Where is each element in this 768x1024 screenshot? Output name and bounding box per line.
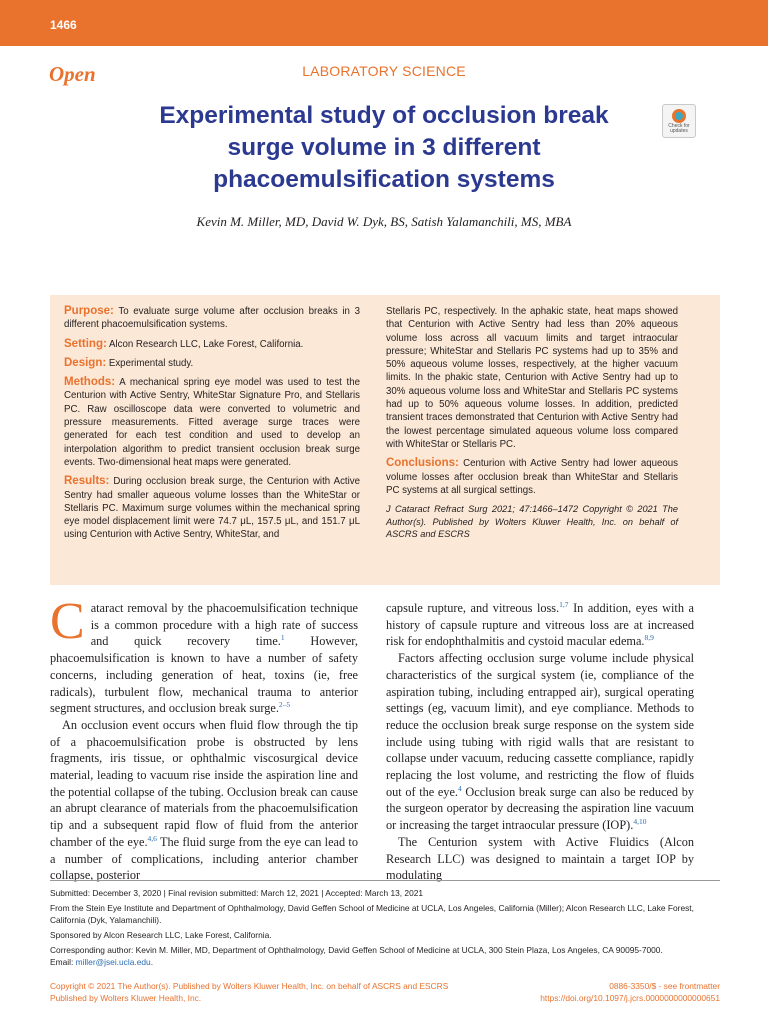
design-text: Experimental study. bbox=[108, 357, 194, 369]
abstract-design bbox=[64, 357, 360, 370]
issn-line: 0886-3350/$ - see frontmatter bbox=[609, 981, 720, 991]
submission-dates: Submitted: December 3, 2020 | Final revision submitted: March 12, 2021 | Accepted: March 13, 2021 bbox=[50, 888, 424, 898]
corresponding-text: Corresponding author: Kevin M. Miller, MD, Department of Ophthalmology, David Geffen School of Medicine at UCLA, 300 Stein Plaza, Los Angeles, CA 90095-7000. bbox=[50, 945, 663, 955]
abstract-conclusions bbox=[386, 457, 678, 497]
abstract-methods bbox=[64, 376, 360, 469]
open-access-logo: Open bbox=[49, 62, 96, 86]
abstract-setting bbox=[64, 338, 360, 351]
badge-text-1: Check for bbox=[668, 123, 690, 129]
reference-link[interactable]: 4,10 bbox=[633, 817, 647, 827]
affiliations: From the Stein Eye Institute and Department of Ophthalmology, David Geffen School of Medicine at UCLA, Los Angeles, California (Miller); Alcon Research LLC, Lake Forest, California (Dyk, Yalamanchili). bbox=[50, 903, 694, 925]
reference-link[interactable]: 1 bbox=[280, 633, 285, 643]
abstract-left-column bbox=[64, 305, 360, 548]
publisher-line: Published by Wolters Kluwer Health, Inc. bbox=[50, 993, 202, 1003]
title-line-2: surge volume in 3 different bbox=[227, 134, 541, 161]
sponsorship: Sponsored by Alcon Research LLC, Lake Forest, California. bbox=[50, 930, 272, 940]
abstract-box bbox=[50, 295, 720, 585]
methods-text: A mechanical spring eye model was used to test the Centurion with Active Sentry, WhiteStar Signature Pro, and Stellaris PC. Raw oscilloscope data were converted to volumetric and pressure measurements. Fitted average surge traces were generated for each test condition and used to develop an interpolation algorithm to predict transient occlusion break surge events. Two-dimensional heat maps were generated. bbox=[64, 377, 360, 468]
footer-right bbox=[460, 980, 720, 1004]
abstract-right-column bbox=[386, 305, 678, 541]
check-for-updates-badge[interactable] bbox=[662, 104, 696, 138]
journal-citation: J Cataract Refract Surg 2021; 47:1466–1472 Copyright © 2021 The Author(s). Published by Wolters Kluwer Health, Inc. on behalf of ASCRS and ESCRS bbox=[386, 504, 678, 540]
abstract-purpose bbox=[64, 305, 360, 332]
reference-link[interactable]: 1,7 bbox=[559, 599, 569, 609]
author-list: Kevin M. Miller, MD, David W. Dyk, BS, Satish Yalamanchili, MS, MBA bbox=[196, 214, 572, 229]
results-heading: Results: bbox=[64, 475, 110, 488]
methods-heading: Methods: bbox=[64, 376, 116, 389]
article-title bbox=[84, 100, 684, 196]
reference-link[interactable]: 4,6 bbox=[147, 833, 157, 843]
body-text: Occlusion break surge can also be reduced by the surgeon operator by decreasing the aspiration line vacuum or increasing the target intraocular pressure (IOP). bbox=[386, 784, 695, 833]
design-heading: Design: bbox=[64, 356, 107, 369]
reference-link[interactable]: 2–5 bbox=[278, 700, 291, 710]
footnotes bbox=[50, 880, 720, 971]
body-paragraph bbox=[50, 717, 358, 884]
body-paragraph bbox=[386, 650, 694, 834]
body-text: capsule rupture, and vitreous loss. bbox=[386, 601, 560, 615]
title-line-3: phacoemulsification systems bbox=[213, 166, 555, 193]
setting-heading: Setting: bbox=[64, 337, 107, 350]
body-text: In addition, eyes with a history of capsule rupture and vitreous loss are at increased risk for endophthalmitis and cystoid macular edema. bbox=[386, 601, 694, 649]
body-right-column bbox=[386, 600, 694, 884]
drop-cap: C bbox=[50, 593, 85, 650]
conclusions-text: Centurion with Active Sentry had lower aqueous volume losses after occlusion break than WhiteStar and Stellaris PC systems at all surgical settings. bbox=[386, 458, 678, 496]
reference-link[interactable]: 4 bbox=[458, 783, 462, 793]
purpose-text: To evaluate surge volume after occlusion breaks in 3 different phacoemulsification systems. bbox=[64, 306, 360, 331]
copyright-line: Copyright © 2021 The Author(s). Published by Wolters Kluwer Health, Inc. on behalf of ASCRS and ESCRS bbox=[50, 981, 449, 991]
body-text: Factors affecting occlusion surge volume include physical characteristics of the surgical system (ie, compliance of the aspiration tubing, including entrapped air), surgical operating settings (eg, vacuum limit), and eye compliance. Methods to reduce the occlusion break surge response on the system side include using tubing with rigid walls that are resistant to collapse under vacuum, reducing cassette compliance, rapidly replacing the lost volume, and restricting the flow of fluids out of the eye. bbox=[386, 651, 694, 799]
badge-text-2: updates bbox=[670, 128, 688, 134]
purpose-heading: Purpose: bbox=[64, 305, 114, 317]
body-paragraph bbox=[386, 600, 694, 650]
body-paragraph bbox=[50, 593, 358, 717]
check-updates-icon bbox=[672, 109, 686, 123]
title-line-1: Experimental study of occlusion break bbox=[159, 102, 609, 129]
body-text: An occlusion event occurs when fluid flow through the tip of a phacoemulsification probe is obstructed by lens fragments, iris tissue, or ophthalmic viscosurgical device material, leading to vacuum rise inside the aspiration line and the potential collapse of the tubing. Occlusion break can cause an abrupt clearance of materials from the phacoemulsification tip and a subsequent rapid flow of fluid from the anterior chamber of the eye. bbox=[50, 717, 358, 849]
section-label: LABORATORY SCIENCE bbox=[302, 63, 466, 79]
body-text: ataract removal by the phacoemulsification technique is a common procedure with a high rate of success and quick recovery time. bbox=[90, 601, 358, 649]
reference-link[interactable]: 8,9 bbox=[644, 633, 654, 643]
page-number: 1466 bbox=[50, 18, 77, 32]
conclusions-heading: Conclusions: bbox=[386, 457, 459, 470]
corresponding-author bbox=[50, 944, 720, 968]
results-text: During occlusion break surge, the Centurion with Active Sentry had smaller aqueous volume losses than the WhiteStar or Stellaris PC. Maximum surge volumes within the mechanical spring eye model displacement limit were 74.7 μL, 157.5 μL, and 151.7 μL using Centurion with Active Sentry, WhiteStar, and bbox=[64, 476, 360, 541]
doi-link[interactable]: https://doi.org/10.1097/j.jcrs.0000000000000651 bbox=[540, 993, 720, 1003]
body-text: The fluid surge from the eye can lead to a number of complications, including anterior chamber collapse, posterior bbox=[50, 834, 358, 883]
author-email-link[interactable]: miller@jsei.ucla.edu bbox=[75, 957, 151, 967]
setting-text: Alcon Research LLC, Lake Forest, California. bbox=[108, 338, 304, 350]
footer-left bbox=[50, 980, 510, 1004]
results-continued: Stellaris PC, respectively. In the aphakic state, heat maps showed that Centurion with Active Sentry had less than 20% aqueous volume loss across all vacuum limits and target intraocular pressure; WhiteStar and Stellaris PC systems had up to 35% and 50% aqueous volume losses, respectively, at the higher vacuum limits. In the phakic state, Centurion with Active Sentry had up to 30% aqueous volume loss and WhiteStar and Stellaris PC systems had up to 50% aqueous volume losses. In addition, predicted transient traces demonstrated that Centurion with Active Sentry had the lowest percentage simulated aqueous volume loss compared with WhiteStar or Stellaris PC. bbox=[386, 306, 678, 450]
body-left-column bbox=[50, 593, 358, 884]
email-label: Email: bbox=[50, 957, 76, 967]
body-paragraph: The Centurion system with Active Fluidics (Alcon Research LLC) was designed to maintain a target IOP by modulating bbox=[386, 834, 694, 883]
header-bar bbox=[0, 0, 768, 46]
body-text: However, phacoemulsification is known to have a number of safety concerns, including generation of heat, toxins (ie, free radicals), turbulent flow, mechanical trauma to anterior segment structures, and occlusion break surge. bbox=[50, 634, 358, 716]
email-end: . bbox=[150, 957, 154, 967]
abstract-results bbox=[64, 475, 360, 541]
